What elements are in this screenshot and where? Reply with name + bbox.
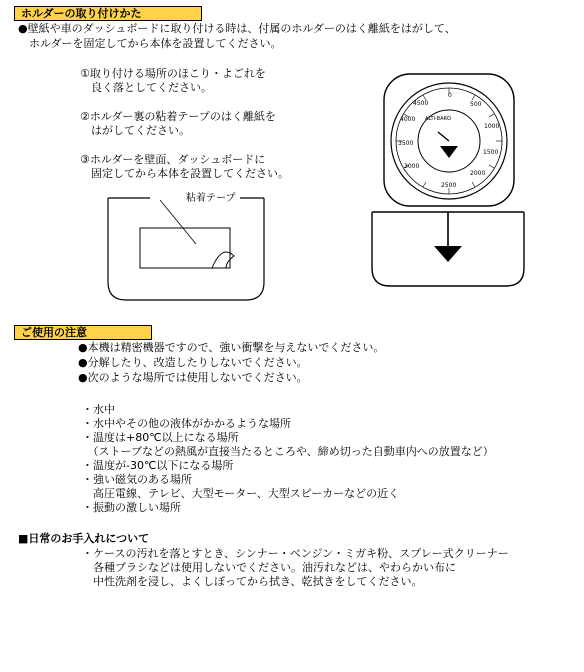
- mount-intro-line-2: ホルダーを固定してから本体を設置してください。: [18, 37, 282, 50]
- caution-section-header: [14, 325, 152, 340]
- gauge-scale-2500: 2500: [441, 182, 457, 189]
- caution-section-title: ご使用の注意: [21, 326, 87, 339]
- gauge-scale-0: 0: [448, 92, 452, 99]
- mount-step-1-line-2: 良く落としてください。: [80, 81, 212, 94]
- gauge-scale-3000: 3000: [404, 163, 420, 170]
- gauge-scale-4000: 4000: [400, 116, 416, 123]
- care-line-2: 各種ブラシなどは使用しないでください。油汚れなどは、やわらかい布に: [82, 561, 456, 574]
- caution-place-8: ・振動の激しい場所: [82, 501, 181, 514]
- mount-intro-line-1: ●壁紙や車のダッシュボードに取り付ける時は、付属のホルダーのはく離紙をはがして、: [18, 22, 456, 35]
- mount-step-3-line-2: 固定してから本体を設置してください。: [80, 167, 289, 180]
- mount-step-2-line-2: はがしてください。: [80, 124, 190, 137]
- mount-step-2-line-1: ②ホルダー裏の粘着テープのはく離紙を: [80, 110, 276, 123]
- gauge-brand-label: ALTI-BARO: [425, 116, 451, 122]
- mount-section-title: ホルダーの取り付けかた: [21, 7, 142, 20]
- caution-bullet-2: ●分解したり、改造したりしないでください。: [78, 356, 308, 369]
- gauge-scale-1000: 1000: [484, 123, 500, 130]
- gauge-scale-1500: 1500: [483, 149, 499, 156]
- caution-place-1: ・水中: [82, 403, 115, 416]
- caution-place-4: （ストーブなどの熱風が直接当たるところや、締め切った自動車内への放置など）: [82, 445, 494, 458]
- gauge-scale-3500: 3500: [398, 140, 414, 147]
- care-line-1: ・ケースの汚れを落とすとき、シンナー・ベンジン・ミガキ粉、スプレー式クリーナー: [82, 547, 509, 560]
- gauge-scale-4500: 4500: [413, 100, 429, 107]
- caution-place-3: ・温度は+80℃以上になる場所: [82, 431, 239, 444]
- caution-place-7: 高圧電線、テレビ、大型モーター、大型スピーカーなどの近く: [82, 487, 400, 500]
- care-section-title: ■日常のお手入れについて: [18, 532, 150, 545]
- gauge-device-illustration: [372, 74, 524, 286]
- care-line-3: 中性洗剤を浸し、よくしぼってから拭き、乾拭きをしてください。: [82, 575, 423, 588]
- caution-place-2: ・水中やその他の液体がかかるような場所: [82, 417, 291, 430]
- gauge-scale-500: 500: [470, 101, 482, 108]
- holder-back-illustration: [108, 198, 264, 300]
- caution-bullet-1: ●本機は精密機器ですので、強い衝撃を与えないでください。: [78, 341, 385, 354]
- gauge-scale-2000: 2000: [470, 170, 486, 177]
- mount-step-1-line-1: ①取り付ける場所のほこり・よごれを: [80, 67, 266, 80]
- caution-place-6: ・強い磁気のある場所: [82, 473, 192, 486]
- caution-bullet-3: ●次のような場所では使用しないでください。: [78, 371, 308, 384]
- adhesive-tape-label: 粘着テープ: [186, 193, 236, 204]
- mount-step-3-line-1: ③ホルダーを壁面、ダッシュボードに: [80, 153, 266, 166]
- adhesive-tape: [140, 228, 230, 268]
- caution-place-5: ・温度が-30℃以下になる場所: [82, 459, 234, 472]
